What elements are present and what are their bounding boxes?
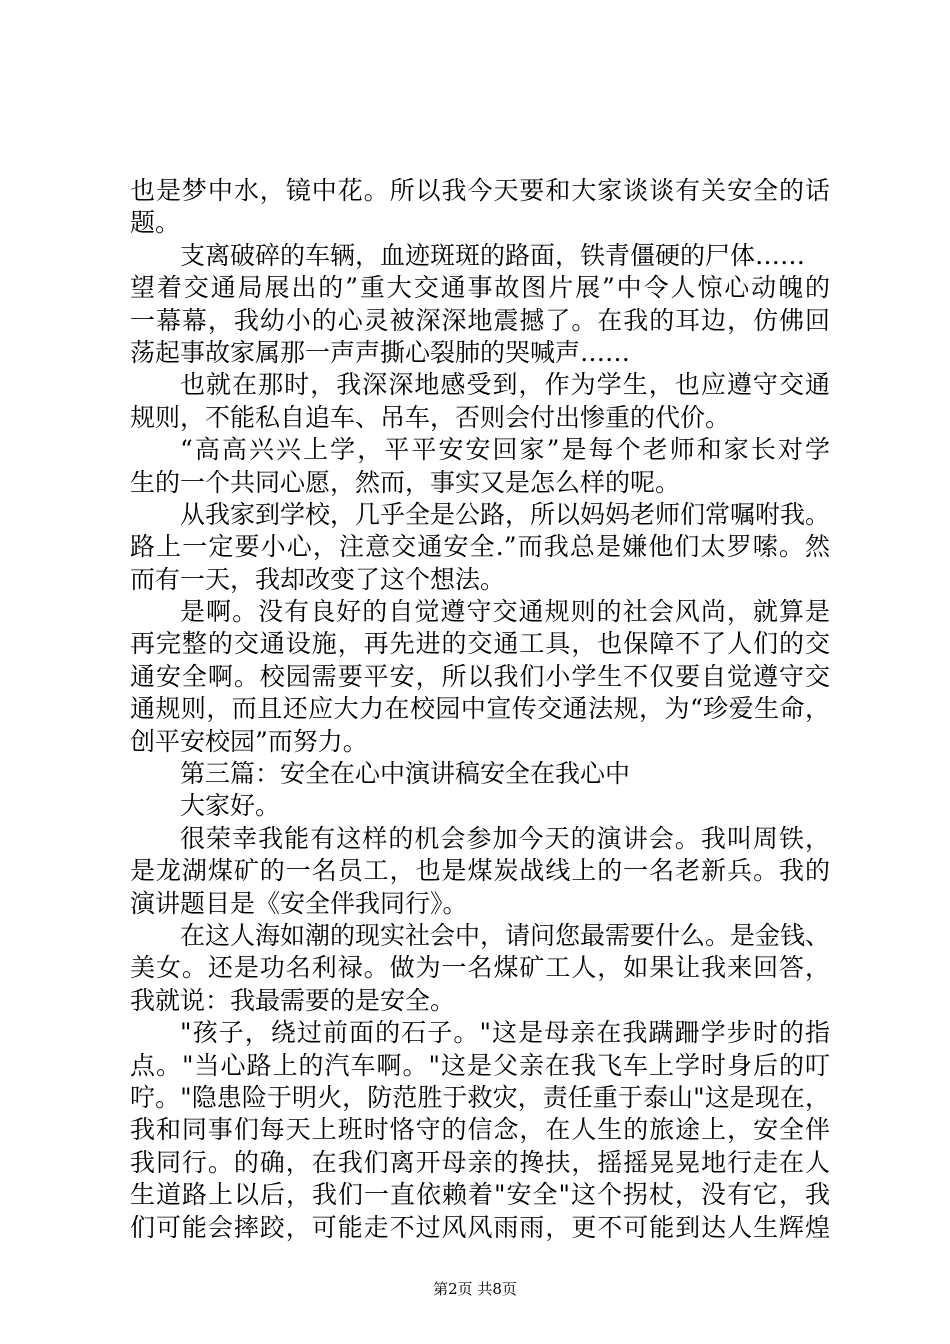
- text-line: 望着交通局展出的”重大交通事故图片展”中令人惊心动魄的: [130, 273, 830, 303]
- text-line: 生道路上以后，我们一直依赖着"安全"这个拐杖，没有它，我: [130, 1180, 830, 1210]
- text-line: 支离破碎的车辆，血迹斑斑的路面，铁青僵硬的尸体……: [180, 240, 806, 270]
- text-line: 荡起事故家属那一声声撕心裂肺的哭喊声……: [130, 337, 631, 367]
- text-line: 是龙湖煤矿的一名员工，也是煤炭战线上的一名老新兵。我的: [130, 856, 830, 886]
- text-line: 点。"当心路上的汽车啊。"这是父亲在我飞车上学时身后的叮: [130, 1050, 830, 1080]
- section-heading: 第三篇：安全在心中演讲稿安全在我心中: [180, 759, 631, 789]
- greeting-line: 大家好。: [180, 791, 281, 821]
- text-line: 一幕幕，我幼小的心灵被深深地震撼了。在我的耳边，仿佛回: [130, 305, 830, 335]
- body-text: [130, 175, 830, 1244]
- text-line: 从我家到学校，几乎全是公路，所以妈妈老师们常嘱咐我。: [180, 499, 831, 529]
- text-line: 路上一定要小心，注意交通安全.”而我总是嫌他们太罗嗦。然: [130, 532, 830, 562]
- text-line: 创平安校园”而努力。: [130, 726, 368, 756]
- text-line: 也就在那时，我深深地感受到，作为学生，也应遵守交通: [180, 370, 830, 400]
- text-line: "孩子，绕过前面的石子。"这是母亲在我蹒跚学步时的指: [180, 1018, 830, 1048]
- text-line: 在这人海如潮的现实社会中，请问您最需要什么。是金钱、: [180, 920, 831, 950]
- text-line: 通安全啊。校园需要平安，所以我们小学生不仅要自觉遵守交: [130, 661, 830, 691]
- text-line: 再完整的交通设施，再先进的交通工具，也保障不了人们的交: [130, 629, 830, 659]
- text-line: 我和同事们每天上班时恪守的信念，在人生的旅途上，安全伴: [130, 1115, 830, 1145]
- text-line: 规则，不能私自追车、吊车，否则会付出惨重的代价。: [130, 402, 731, 432]
- text-line: 我同行。的确，在我们离开母亲的搀扶，摇摇晃晃地行走在人: [130, 1147, 830, 1177]
- text-line: 生的一个共同心愿，然而，事实又是怎么样的呢。: [130, 467, 681, 497]
- text-line: 是啊。没有良好的自觉遵守交通规则的社会风尚，就算是: [180, 597, 830, 627]
- text-line: 们可能会摔跤，可能走不过风风雨雨，更不可能到达人生辉煌: [130, 1212, 830, 1242]
- text-line: 美女。还是功名利禄。做为一名煤矿工人，如果让我来回答，: [130, 953, 830, 983]
- text-line: 很荣幸我能有这样的机会参加今天的演讲会。我叫周铁，: [180, 823, 830, 853]
- text-line: “高高兴兴上学，平平安安回家”是每个老师和家长对学: [180, 435, 830, 465]
- text-line: 也是梦中水，镜中花。所以我今天要和大家谈谈有关安全的话: [130, 176, 830, 205]
- text-line: 演讲题目是《安全伴我同行》。: [130, 888, 468, 918]
- text-line: 通规则，而且还应大力在校园中宣传交通法规，为“珍爱生命，: [130, 694, 830, 724]
- page-number-footer: 第2页 共8页: [433, 1280, 517, 1298]
- text-line: 咛。"隐患险于明火，防范胜于救灾，责任重于泰山"这是现在，: [130, 1082, 830, 1112]
- text-line: 而有一天，我却改变了这个想法。: [130, 564, 506, 594]
- text-line: 题。: [130, 208, 181, 238]
- text-line: 我就说：我最需要的是安全。: [130, 985, 456, 1015]
